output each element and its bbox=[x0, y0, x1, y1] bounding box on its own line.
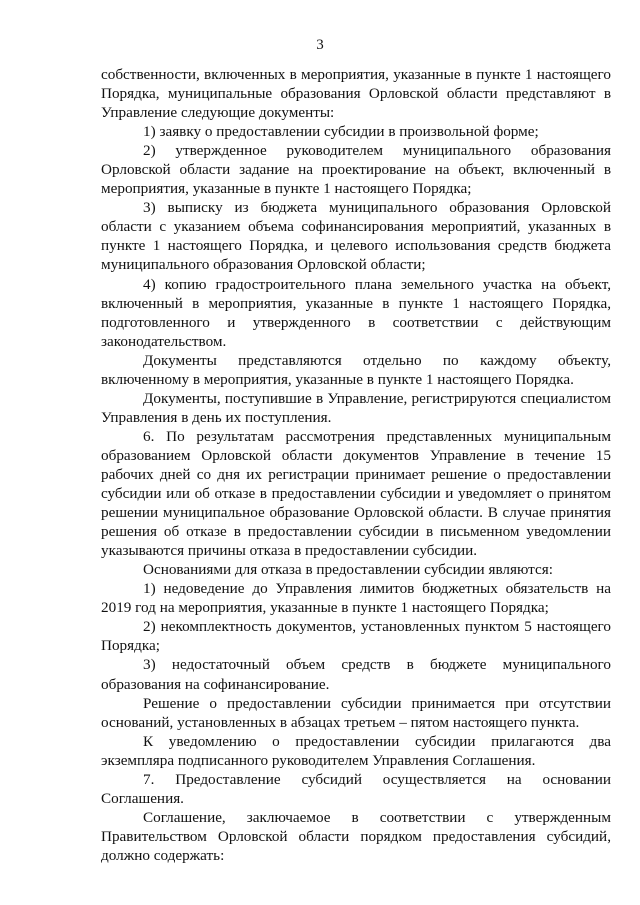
page-number: 3 bbox=[316, 37, 324, 53]
paragraph: 6. По результатам рассмотрения представленных муниципальным образованием Орловской области документов Управление в течение 15 рабочих дней со дня их регистрации принимает решение о предоставлении субсидии или об отказе в предоставлении субсидии и уведомляет о принятом решении муниципальное образование Орловской области. В случае принятия решения об отказе в предоставлении субсидии в письменном уведомлении указываются причины отказа в предоставлении субсидии. bbox=[101, 427, 611, 560]
paragraph: Основаниями для отказа в предоставлении субсидии являются: bbox=[143, 561, 553, 579]
list-item: 2) утвержденное руководителем муниципального образования Орловской области задание на проектирование на объект, включенный в мероприятия, указанные в пункте 1 настоящего Порядка; bbox=[101, 142, 611, 198]
paragraph: 7. Предоставление субсидий осуществляется на основании Соглашения. bbox=[101, 770, 611, 807]
paragraph: К уведомлению о предоставлении субсидии прилагаются два экземпляра подписанного руководителем Управления Соглашения. bbox=[101, 732, 611, 769]
document-body bbox=[101, 65, 611, 865]
list-item: 3) выписку из бюджета муниципального образования Орловской области с указанием объема софинансирования мероприятий, указанных в пункте 1 настоящего Порядка, и целевого использования средств бюджета муниципального образования Орловской области; bbox=[101, 199, 611, 274]
paragraph: собственности, включенных в мероприятия, указанные в пункте 1 настоящего Порядка, муниципальные образования Орловской области представляют в Управление следующие документы: bbox=[101, 66, 611, 122]
paragraph: Документы, поступившие в Управление, регистрируются специалистом Управления в день их поступления. bbox=[101, 389, 611, 426]
list-item: 3) недостаточный объем средств в бюджете муниципального образования на софинансирование. bbox=[101, 656, 611, 693]
list-item: 4) копию градостроительного плана земельного участка на объект, включенный в мероприятия, указанные в пункте 1 настоящего Порядка, подготовленного и утвержденного в соответствии с действующим законодательством. bbox=[101, 275, 611, 350]
list-item: 1) недоведение до Управления лимитов бюджетных обязательств на 2019 год на мероприятия, указанные в пункте 1 настоящего Порядка; bbox=[101, 580, 611, 617]
list-item: 1) заявку о предоставлении субсидии в произвольной форме; bbox=[143, 123, 539, 141]
paragraph: Решение о предоставлении субсидии принимается при отсутствии оснований, установленных в абзацах третьем – пятом настоящего пункта. bbox=[101, 694, 611, 731]
list-item: 2) некомплектность документов, установленных пунктом 5 настоящего Порядка; bbox=[101, 618, 611, 655]
paragraph: Соглашение, заключаемое в соответствии с утвержденным Правительством Орловской области порядком предоставления субсидий, должно содержать: bbox=[101, 808, 611, 864]
paragraph: Документы представляются отдельно по каждому объекту, включенному в мероприятия, указанные в пункте 1 настоящего Порядка. bbox=[101, 351, 611, 388]
